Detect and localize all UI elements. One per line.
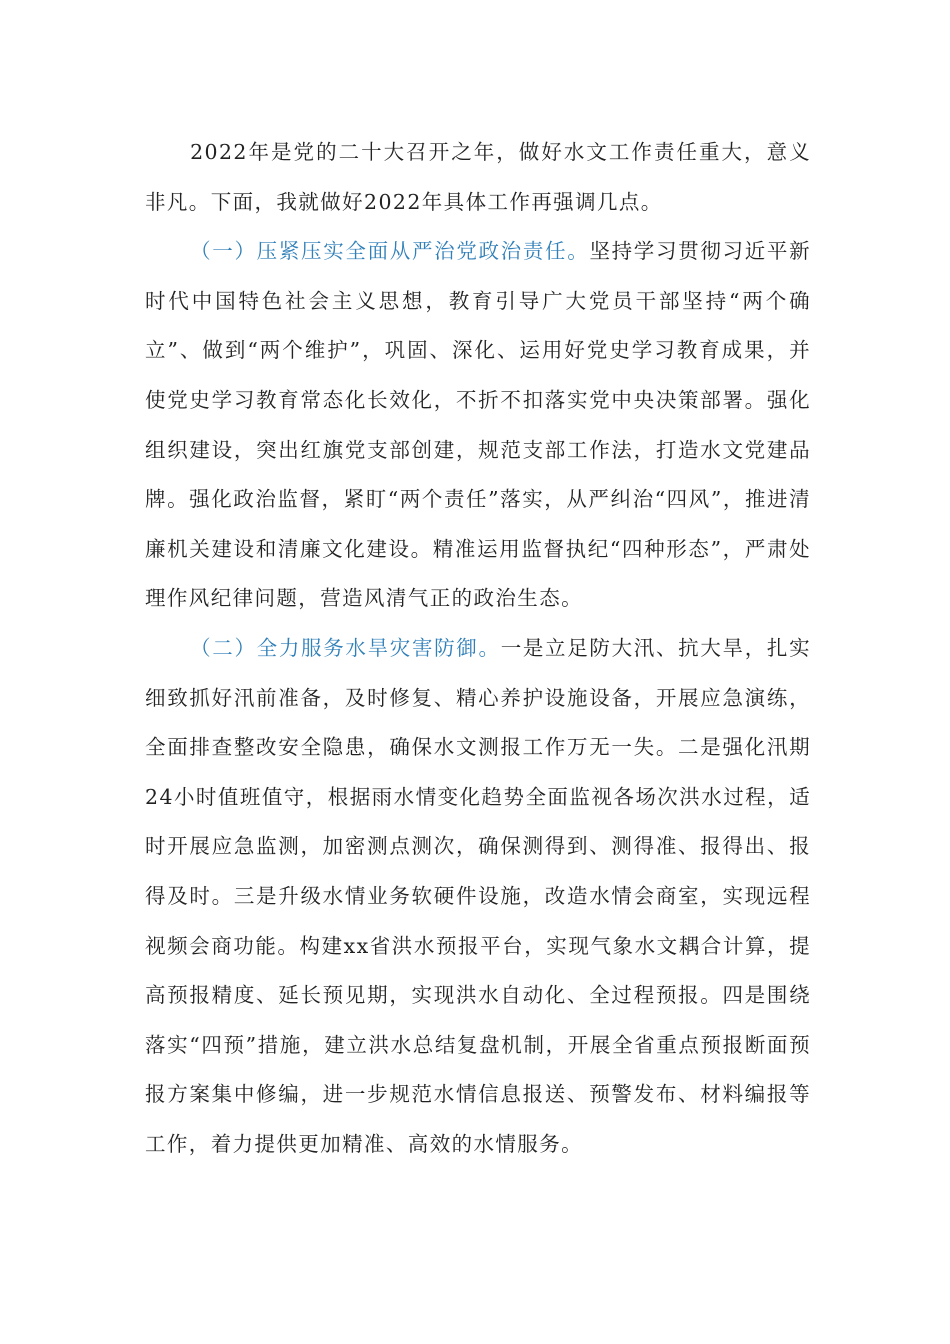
section-1-heading: （一）压紧压实全面从严治党政治责任。	[190, 239, 590, 264]
intro-paragraph	[145, 128, 811, 227]
section-1-body: 坚持学习贯彻习近平新时代中国特色社会主义思想，教育引导广大党员干部坚持“两个确立”、做到“两个维护”，巩固、深化、运用好党史学习教育成果，并使党史学习教育常态化长效化，不折不扣落实党中央决策部署。强化组织建设，突出红旗党支部创建，规范支部工作法，打造水文党建品牌。强化政治监督，紧盯“两个责任”落实，从严纠治“四风”，推进清廉机关建设和清廉文化建设。精准运用监督执纪“四种形态”，严肃处理作风纪律问题，营造风清气正的政治生态。	[145, 239, 812, 611]
section-2-heading: （二）全力服务水旱灾害防御。	[190, 635, 501, 660]
section-1-paragraph	[145, 227, 811, 624]
section-2-paragraph	[145, 624, 811, 1170]
document-page	[145, 128, 811, 1169]
intro-text: 2022年是党的二十大召开之年，做好水文工作责任重大，意义非凡。下面，我就做好2022年具体工作再强调几点。	[145, 140, 811, 214]
section-2-body: 一是立足防大汛、抗大旱，扎实细致抓好汛前准备，及时修复、精心养护设施设备，开展应急演练，全面排查整改安全隐患，确保水文测报工作万无一失。二是强化汛期24小时值班值守，根据雨水情变化趋势全面监视各场次洪水过程，适时开展应急监测，加密测点测次，确保测得到、测得准、报得出、报得及时。三是升级水情业务软硬件设施，改造水情会商室，实现远程视频会商功能。构建xx省洪水预报平台，实现气象水文耦合计算，提高预报精度、延长预见期，实现洪水自动化、全过程预报。四是围绕落实“四预”措施，建立洪水总结复盘机制，开展全省重点预报断面预报方案集中修编，进一步规范水情信息报送、预警发布、材料编报等工作，着力提供更加精准、高效的水情服务。	[145, 635, 811, 1156]
